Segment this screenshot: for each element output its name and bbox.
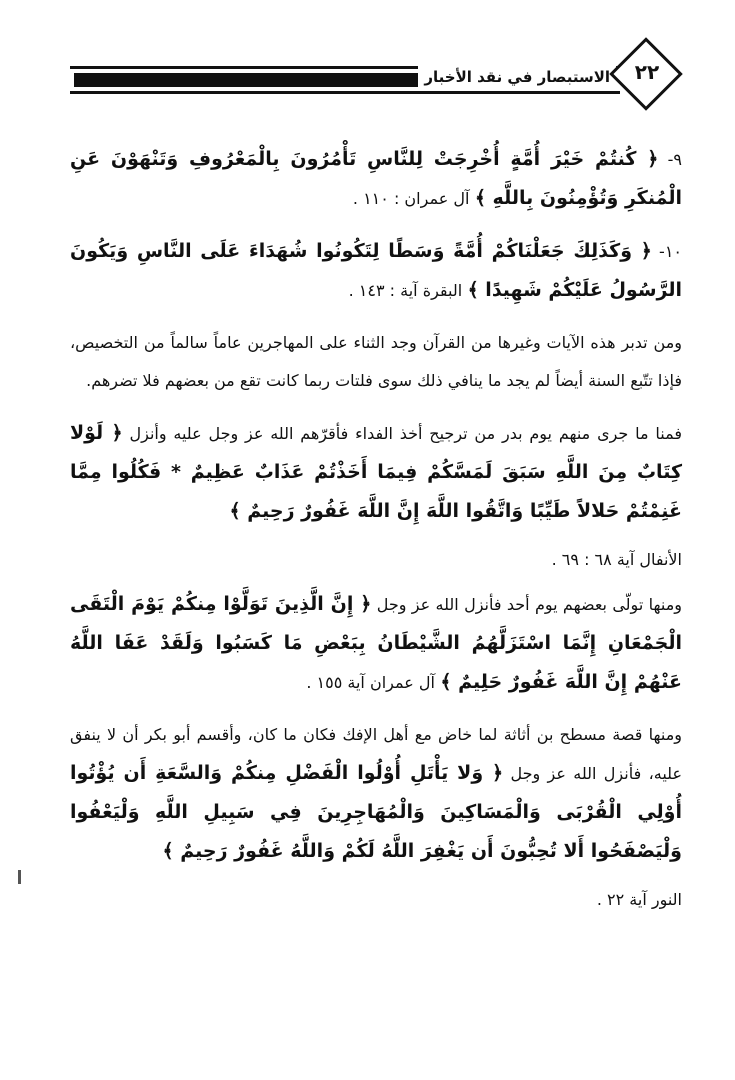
running-header bbox=[70, 42, 680, 112]
page-number: ٢٢ bbox=[634, 60, 660, 84]
verse-item-9 bbox=[70, 140, 682, 218]
item-number: ٩- bbox=[658, 150, 683, 169]
verse-reference: آل عمران : ١١٠ . bbox=[352, 189, 470, 208]
header-rule-fill bbox=[74, 73, 440, 87]
badr-paragraph bbox=[70, 414, 682, 531]
uhud-paragraph bbox=[70, 585, 682, 702]
paragraph-text: فمنا ما جرى منهم يوم بدر من ترجيح أخذ الفداء فأقرّهم الله عز وجل عليه وأنزل bbox=[122, 424, 682, 443]
mistah-paragraph bbox=[70, 716, 682, 871]
paragraph-text: ومن تدبر هذه الآيات وغيرها من القرآن وجد الثناء على المهاجرين عاماً سالماً من التخصيص، فإذا تتّبع السنة أيضاً لم يجد ما ينافي ذلك سوى فلتات ربما كانت تقع من بعضهم فلا تضرهم. bbox=[70, 333, 682, 390]
verse-item-10 bbox=[70, 232, 682, 310]
quran-verse: ﴿ لَوْلا كِتَابٌ مِنَ اللَّهِ سَبَقَ لَمَسَّكُمْ فِيمَا أَخَذْتُمْ عَذَابٌ عَظِيمٌ * فَكُلُوا مِمَّا غَنِمْتُمْ حَلالاً طَيِّبًا وَاتَّقُوا اللَّهَ إِنَّ اللَّهَ غَفُورٌ رَحِيمٌ ﴾ bbox=[70, 422, 682, 522]
quran-verse: ﴿ وَكَذَلِكَ جَعَلْنَاكُمْ أُمَّةً وَسَطًا لِتَكُونُوا شُهَدَاءَ عَلَى النَّاسِ وَيَكُونَ الرَّسُولُ عَلَيْكُمْ شَهِيدًا ﴾ bbox=[70, 240, 682, 301]
item-number: ١٠- bbox=[651, 242, 683, 261]
verse-reference: آل عمران آية ١٥٥ . bbox=[306, 673, 435, 692]
page-body bbox=[70, 140, 682, 925]
scan-edge-mark bbox=[18, 870, 21, 884]
book-title: الاستبصار في نقد الأخبار bbox=[418, 66, 616, 88]
anfal-reference: الأنفال آية ٦٨ : ٦٩ . bbox=[551, 550, 682, 569]
quran-verse: ﴿ إِنَّ الَّذِينَ تَوَلَّوْا مِنكُمْ يَوْمَ الْتَقَى الْجَمْعَانِ إِنَّمَا اسْتَزَلَّهُمُ الشَّيْطَانُ بِبَعْضِ مَا كَسَبُوا وَلَقَدْ عَفَا اللَّهُ عَنْهُمْ إِنَّ اللَّهَ غَفُورٌ حَلِيمٌ ﴾ bbox=[70, 593, 682, 693]
paragraph-text: ومنها تولّى بعضهم يوم أحد فأنزل الله عز وجل bbox=[371, 595, 682, 614]
commentary-paragraph bbox=[70, 324, 682, 400]
paragraph-text: ومنها قصة مسطح بن أثاثة لما خاض مع أهل الإفك فكان ما كان، وأقسم أبو بكر أن لا ينفق عليه، فأنزل الله عز وجل bbox=[70, 725, 682, 783]
verse-reference: البقرة آية : ١٤٣ . bbox=[348, 281, 463, 300]
nur-reference: النور آية ٢٢ . bbox=[596, 890, 682, 909]
quran-verse: ﴿ كُنتُمْ خَيْرَ أُمَّةٍ أُخْرِجَتْ لِلنَّاسِ تَأْمُرُونَ بِالْمَعْرُوفِ وَتَنْهَوْنَ عَنِ الْمُنكَرِ وَتُؤْمِنُونَ بِاللَّهِ ﴾ bbox=[70, 148, 682, 209]
quran-verse: ﴿ وَلا يَأْتَلِ أُوْلُوا الْفَضْلِ مِنكُمْ وَالسَّعَةِ أَن يُؤْتُوا أُوْلِي الْقُرْبَى وَالْمَسَاكِينَ وَالْمُهَاجِرِينَ فِي سَبِيلِ اللَّهِ وَلْيَعْفُوا وَلْيَصْفَحُوا أَلا تُحِبُّونَ أَن يَغْفِرَ اللَّهُ لَكُمْ وَاللَّهُ غَفُورٌ رَحِيمٌ ﴾ bbox=[70, 762, 682, 862]
